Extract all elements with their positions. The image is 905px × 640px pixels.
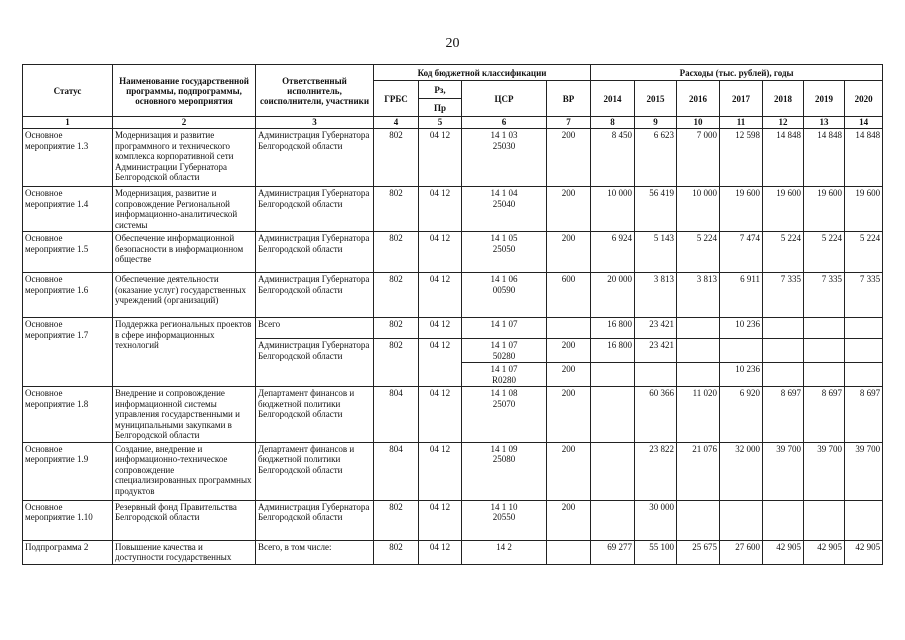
header-grbs: ГРБС: [374, 81, 419, 117]
cell-value: 7 474: [720, 232, 763, 273]
cell-value: 25 675: [677, 540, 720, 564]
column-number: 6: [462, 117, 547, 129]
cell-vr: 200: [547, 232, 591, 273]
cell-value: 8 697: [804, 387, 845, 443]
header-year: 2018: [763, 81, 804, 117]
header-year: 2015: [635, 81, 677, 117]
header-year: 2014: [591, 81, 635, 117]
header-expenses-group: Расходы (тыс. рублей), годы: [591, 65, 883, 81]
header-year: 2016: [677, 81, 720, 117]
cell-name: Модернизация и развитие программного и технического комплекса корпоративной сети Администрации Губернатора Белгородской области: [113, 129, 256, 187]
cell-csr: 14 1 04 25040: [462, 187, 547, 232]
cell-grbs: 802: [374, 318, 419, 339]
cell-csr: 14 1 07 R0280: [462, 363, 547, 387]
cell-executor: Департамент финансов и бюджетной политики Белгородской области: [256, 387, 374, 443]
cell-csr: 14 1 07: [462, 318, 547, 339]
cell-value: [677, 363, 720, 387]
cell-value: 23 421: [635, 318, 677, 339]
column-number: 8: [591, 117, 635, 129]
cell-executor: Администрация Губернатора Белгородской области: [256, 500, 374, 540]
cell-grbs: 802: [374, 273, 419, 318]
cell-value: 60 366: [635, 387, 677, 443]
cell-value: 8 450: [591, 129, 635, 187]
table-row: [23, 187, 883, 232]
cell-csr: 14 1 09 25080: [462, 442, 547, 500]
cell-name: Обеспечение информационной безопасности в информационном обществе: [113, 232, 256, 273]
cell-value: 23 822: [635, 442, 677, 500]
cell-value: 42 905: [845, 540, 883, 564]
cell-vr: 200: [547, 129, 591, 187]
cell-rzpr: 04 12: [419, 273, 462, 318]
cell-grbs: 802: [374, 500, 419, 540]
column-number: 3: [256, 117, 374, 129]
cell-value: [763, 318, 804, 339]
header-year: 2020: [845, 81, 883, 117]
cell-value: [677, 339, 720, 363]
cell-rzpr: 04 12: [419, 387, 462, 443]
cell-value: 7 000: [677, 129, 720, 187]
column-number: 13: [804, 117, 845, 129]
table-row: [23, 273, 883, 318]
column-number: 14: [845, 117, 883, 129]
header-rz: Рз,: [419, 81, 462, 99]
cell-rzpr: 04 12: [419, 500, 462, 540]
cell-status: Подпрограмма 2: [23, 540, 113, 564]
table-row: [23, 500, 883, 540]
cell-value: 14 848: [763, 129, 804, 187]
cell-value: 42 905: [804, 540, 845, 564]
cell-value: [804, 363, 845, 387]
header-year: 2019: [804, 81, 845, 117]
cell-value: 5 224: [845, 232, 883, 273]
cell-name: Поддержка региональных проектов в сфере информационных технологий: [113, 318, 256, 387]
cell-value: 19 600: [763, 187, 804, 232]
cell-rzpr: 04 12: [419, 339, 462, 387]
cell-value: 23 421: [635, 339, 677, 363]
cell-value: 19 600: [720, 187, 763, 232]
cell-grbs: 804: [374, 387, 419, 443]
cell-vr: 200: [547, 442, 591, 500]
cell-value: 55 100: [635, 540, 677, 564]
cell-value: 5 143: [635, 232, 677, 273]
cell-value: [804, 500, 845, 540]
header-pr: Пр: [419, 99, 462, 117]
cell-csr: 14 1 07 50280: [462, 339, 547, 363]
cell-value: [591, 442, 635, 500]
cell-vr: 200: [547, 363, 591, 387]
column-number: 4: [374, 117, 419, 129]
cell-value: 6 920: [720, 387, 763, 443]
cell-value: 39 700: [763, 442, 804, 500]
column-number: 5: [419, 117, 462, 129]
cell-value: 14 848: [845, 129, 883, 187]
column-number: 12: [763, 117, 804, 129]
table-row: [23, 232, 883, 273]
cell-vr: [547, 540, 591, 564]
cell-rzpr: 04 12: [419, 318, 462, 339]
cell-value: [720, 339, 763, 363]
cell-status: Основное мероприятие 1.10: [23, 500, 113, 540]
cell-name: Внедрение и сопровождение информационной системы управления государственными и муниципальными закупками в Белгородской области: [113, 387, 256, 443]
cell-executor: Администрация Губернатора Белгородской области: [256, 187, 374, 232]
cell-grbs: 804: [374, 442, 419, 500]
cell-grbs: 802: [374, 540, 419, 564]
cell-value: 20 000: [591, 273, 635, 318]
header-name: Наименование государственной программы, подпрограммы, основного мероприятия: [113, 65, 256, 117]
cell-value: [763, 363, 804, 387]
cell-value: [591, 387, 635, 443]
cell-status: Основное мероприятие 1.7: [23, 318, 113, 387]
cell-vr: 200: [547, 387, 591, 443]
column-number: 1: [23, 117, 113, 129]
table-row: [23, 318, 883, 339]
cell-value: 5 224: [804, 232, 845, 273]
cell-value: 10 000: [591, 187, 635, 232]
cell-rzpr: 04 12: [419, 540, 462, 564]
cell-value: 10 000: [677, 187, 720, 232]
cell-status: Основное мероприятие 1.8: [23, 387, 113, 443]
cell-status: Основное мероприятие 1.6: [23, 273, 113, 318]
cell-value: 42 905: [763, 540, 804, 564]
cell-csr: 14 1 06 00590: [462, 273, 547, 318]
cell-value: 5 224: [677, 232, 720, 273]
cell-value: 6 911: [720, 273, 763, 318]
cell-value: 10 236: [720, 318, 763, 339]
cell-value: [591, 500, 635, 540]
cell-vr: 200: [547, 339, 591, 363]
cell-executor: Департамент финансов и бюджетной политики Белгородской области: [256, 442, 374, 500]
cell-value: 16 800: [591, 318, 635, 339]
cell-value: 8 697: [763, 387, 804, 443]
header-csr: ЦСР: [462, 81, 547, 117]
header-year: 2017: [720, 81, 763, 117]
cell-status: Основное мероприятие 1.3: [23, 129, 113, 187]
cell-value: 56 419: [635, 187, 677, 232]
cell-vr: [547, 318, 591, 339]
cell-vr: 200: [547, 500, 591, 540]
cell-value: [763, 339, 804, 363]
cell-value: [845, 339, 883, 363]
column-number: 11: [720, 117, 763, 129]
cell-csr: 14 1 10 20550: [462, 500, 547, 540]
cell-value: 39 700: [804, 442, 845, 500]
cell-value: 14 848: [804, 129, 845, 187]
cell-vr: 600: [547, 273, 591, 318]
cell-value: 12 598: [720, 129, 763, 187]
cell-grbs: 802: [374, 129, 419, 187]
table-row: [23, 442, 883, 500]
cell-name: Создание, внедрение и информационно-техническое сопровождение специализированных программных продуктов: [113, 442, 256, 500]
column-number: 7: [547, 117, 591, 129]
cell-value: [763, 500, 804, 540]
header-executor: Ответственный исполнитель, соисполнители, участники: [256, 65, 374, 117]
cell-grbs: 802: [374, 187, 419, 232]
cell-status: Основное мероприятие 1.9: [23, 442, 113, 500]
cell-name: Обеспечение деятельности (оказание услуг) государственных учреждений (организаций): [113, 273, 256, 318]
cell-value: 30 000: [635, 500, 677, 540]
cell-value: 6 924: [591, 232, 635, 273]
cell-vr: 200: [547, 187, 591, 232]
cell-value: 11 020: [677, 387, 720, 443]
cell-executor: Администрация Губернатора Белгородской области: [256, 339, 374, 387]
cell-value: [677, 500, 720, 540]
page-number: 20: [445, 36, 460, 51]
cell-status: Основное мероприятие 1.5: [23, 232, 113, 273]
cell-value: 27 600: [720, 540, 763, 564]
header-vr: ВР: [547, 81, 591, 117]
cell-grbs: 802: [374, 232, 419, 273]
cell-csr: 14 2: [462, 540, 547, 564]
cell-name: Резервный фонд Правительства Белгородской области: [113, 500, 256, 540]
cell-name: Модернизация, развитие и сопровождение Региональной информационно-аналитической системы: [113, 187, 256, 232]
cell-value: 7 335: [804, 273, 845, 318]
cell-value: 21 076: [677, 442, 720, 500]
cell-value: 39 700: [845, 442, 883, 500]
cell-grbs: 802: [374, 339, 419, 387]
cell-value: [591, 363, 635, 387]
cell-executor: Администрация Губернатора Белгородской области: [256, 129, 374, 187]
cell-value: 32 000: [720, 442, 763, 500]
cell-value: [845, 500, 883, 540]
cell-value: 8 697: [845, 387, 883, 443]
cell-value: 6 623: [635, 129, 677, 187]
cell-executor: Всего: [256, 318, 374, 339]
cell-rzpr: 04 12: [419, 442, 462, 500]
cell-rzpr: 04 12: [419, 129, 462, 187]
cell-value: 19 600: [845, 187, 883, 232]
cell-value: 69 277: [591, 540, 635, 564]
cell-value: 10 236: [720, 363, 763, 387]
cell-value: [720, 500, 763, 540]
cell-executor: Всего, в том числе:: [256, 540, 374, 564]
table-row: [23, 129, 883, 187]
cell-rzpr: 04 12: [419, 232, 462, 273]
table-row: [23, 540, 883, 564]
cell-value: [804, 339, 845, 363]
cell-value: [635, 363, 677, 387]
column-number: 2: [113, 117, 256, 129]
cell-value: 3 813: [635, 273, 677, 318]
column-number: 9: [635, 117, 677, 129]
header-status: Статус: [23, 65, 113, 117]
cell-value: 16 800: [591, 339, 635, 363]
table-row: [23, 387, 883, 443]
cell-value: [845, 363, 883, 387]
cell-value: 3 813: [677, 273, 720, 318]
cell-name: Повышение качества и доступности государственных: [113, 540, 256, 564]
column-number: 10: [677, 117, 720, 129]
cell-value: 7 335: [845, 273, 883, 318]
cell-value: [845, 318, 883, 339]
cell-value: 19 600: [804, 187, 845, 232]
column-numbers-row: [23, 117, 883, 129]
budget-table: [22, 64, 883, 565]
cell-rzpr: 04 12: [419, 187, 462, 232]
cell-value: [677, 318, 720, 339]
cell-csr: 14 1 08 25070: [462, 387, 547, 443]
cell-value: 7 335: [763, 273, 804, 318]
cell-executor: Администрация Губернатора Белгородской области: [256, 232, 374, 273]
header-code-group: Код бюджетной классификации: [374, 65, 591, 81]
cell-csr: 14 1 03 25030: [462, 129, 547, 187]
cell-status: Основное мероприятие 1.4: [23, 187, 113, 232]
cell-value: [804, 318, 845, 339]
cell-csr: 14 1 05 25050: [462, 232, 547, 273]
cell-value: 5 224: [763, 232, 804, 273]
cell-executor: Администрация Губернатора Белгородской области: [256, 273, 374, 318]
